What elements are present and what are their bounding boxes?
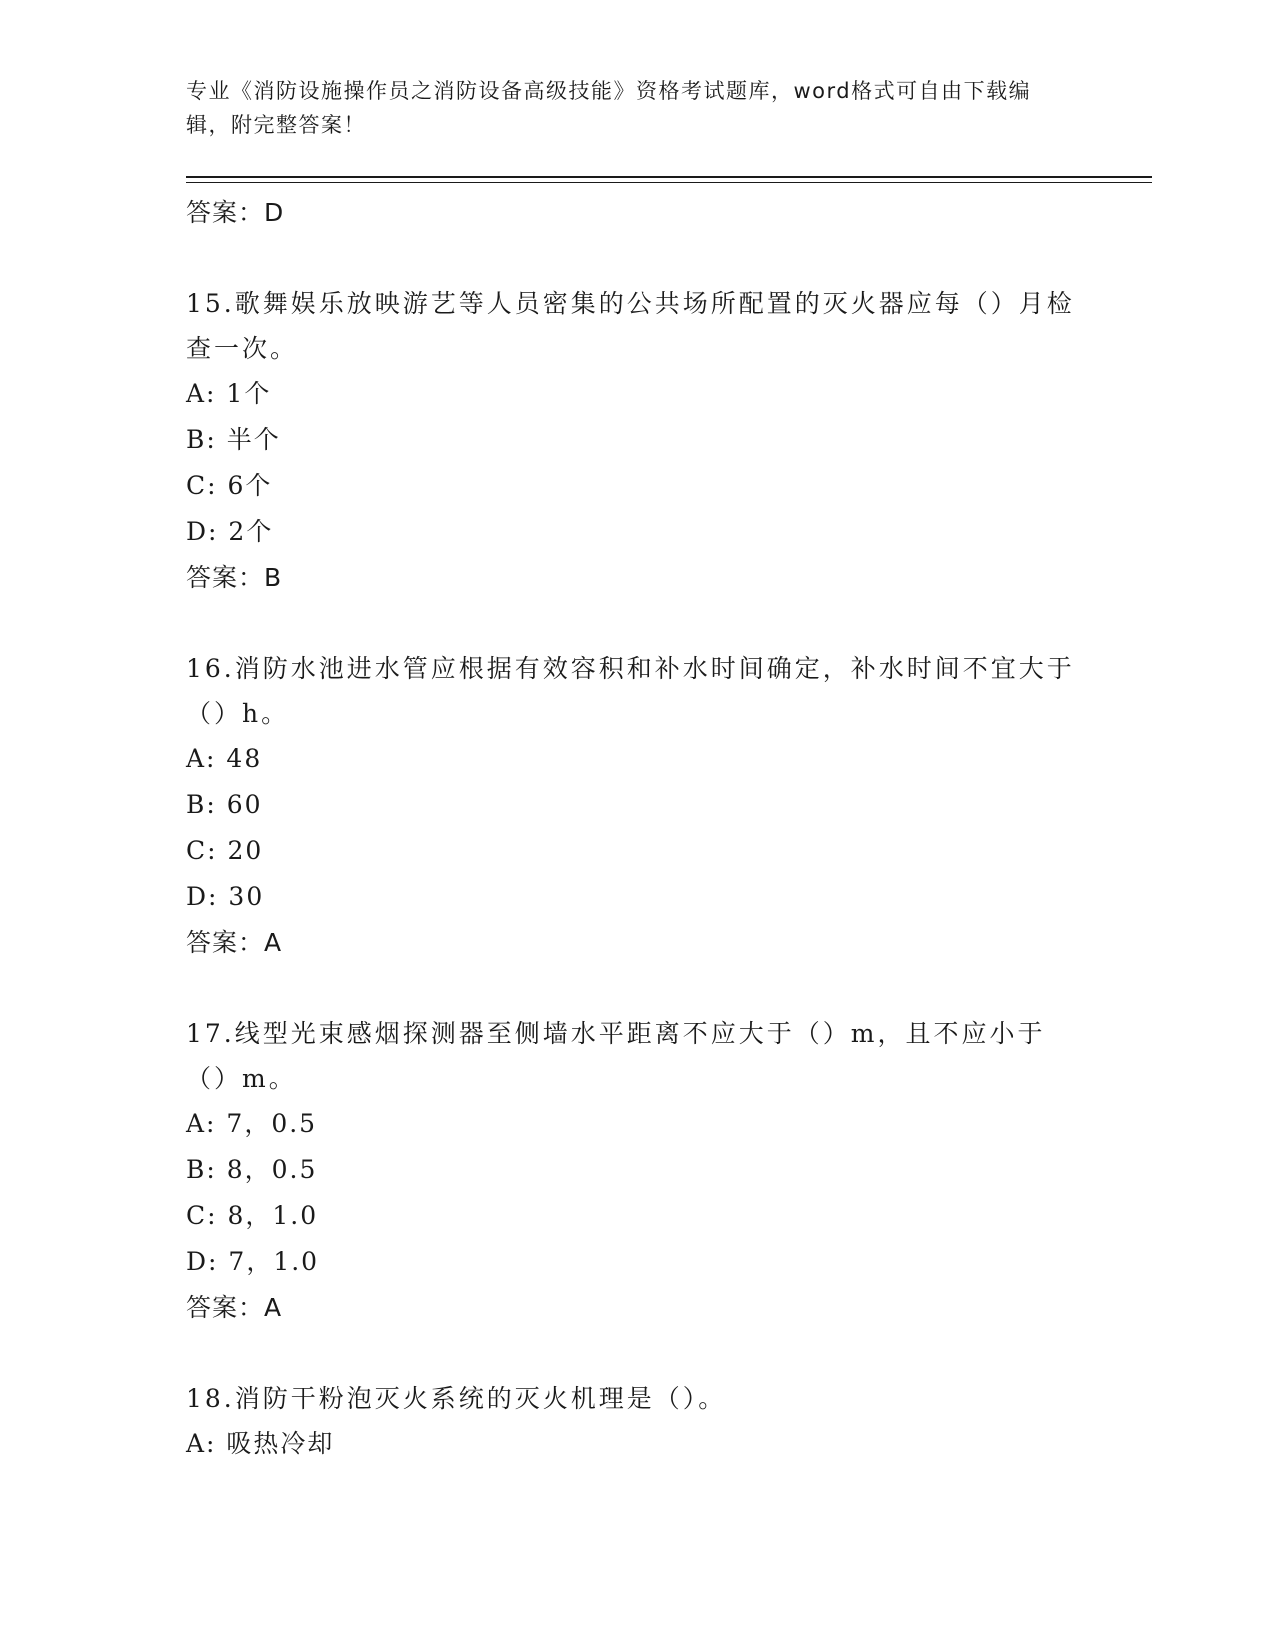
option-b: B: 60 [186, 790, 263, 819]
option-d: D: 7，1.0 [186, 1247, 320, 1276]
option-b: B: 8，0.5 [186, 1155, 318, 1184]
option-c: C: 20 [186, 836, 264, 865]
question-text: 18.消防干粉泡灭火系统的灭火机理是（）。 [186, 1384, 727, 1413]
question-item [186, 646, 1086, 965]
question-text: 16.消防水池进水管应根据有效容积和补水时间确定，补水时间不宜大于（）h。 [186, 654, 1075, 728]
option-c: C: 6个 [186, 471, 273, 500]
option-a: A: 48 [186, 744, 263, 773]
answer-line: 答案：A [186, 928, 283, 957]
answer-line: 答案：A [186, 1293, 283, 1322]
option-d: D: 30 [186, 882, 265, 911]
option-c: C: 8，1.0 [186, 1201, 319, 1230]
header-divider-thin [186, 182, 1152, 183]
question-text: 15.歌舞娱乐放映游艺等人员密集的公共场所配置的灭火器应每（）月检查一次。 [186, 289, 1075, 363]
option-a: A: 1个 [186, 379, 272, 408]
question-item [186, 281, 1086, 600]
question-item [186, 1011, 1086, 1330]
header-divider-thick [186, 176, 1152, 178]
question-item [186, 1376, 1086, 1467]
answer-line: 答案：D [186, 198, 285, 227]
question-text: 17.线型光束感烟探测器至侧墙水平距离不应大于（）m，且不应小于（）m。 [186, 1019, 1046, 1093]
answer-line: 答案：B [186, 563, 283, 592]
option-d: D: 2个 [186, 517, 274, 546]
question-list [186, 190, 1086, 1467]
option-b: B: 半个 [186, 425, 281, 454]
option-a: A: 7，0.5 [186, 1109, 318, 1138]
option-a: A: 吸热冷却 [186, 1429, 335, 1458]
document-header: 专业《消防设施操作员之消防设备高级技能》资格考试题库，word格式可自由下载编辑，附完整答案！ [186, 79, 1032, 137]
